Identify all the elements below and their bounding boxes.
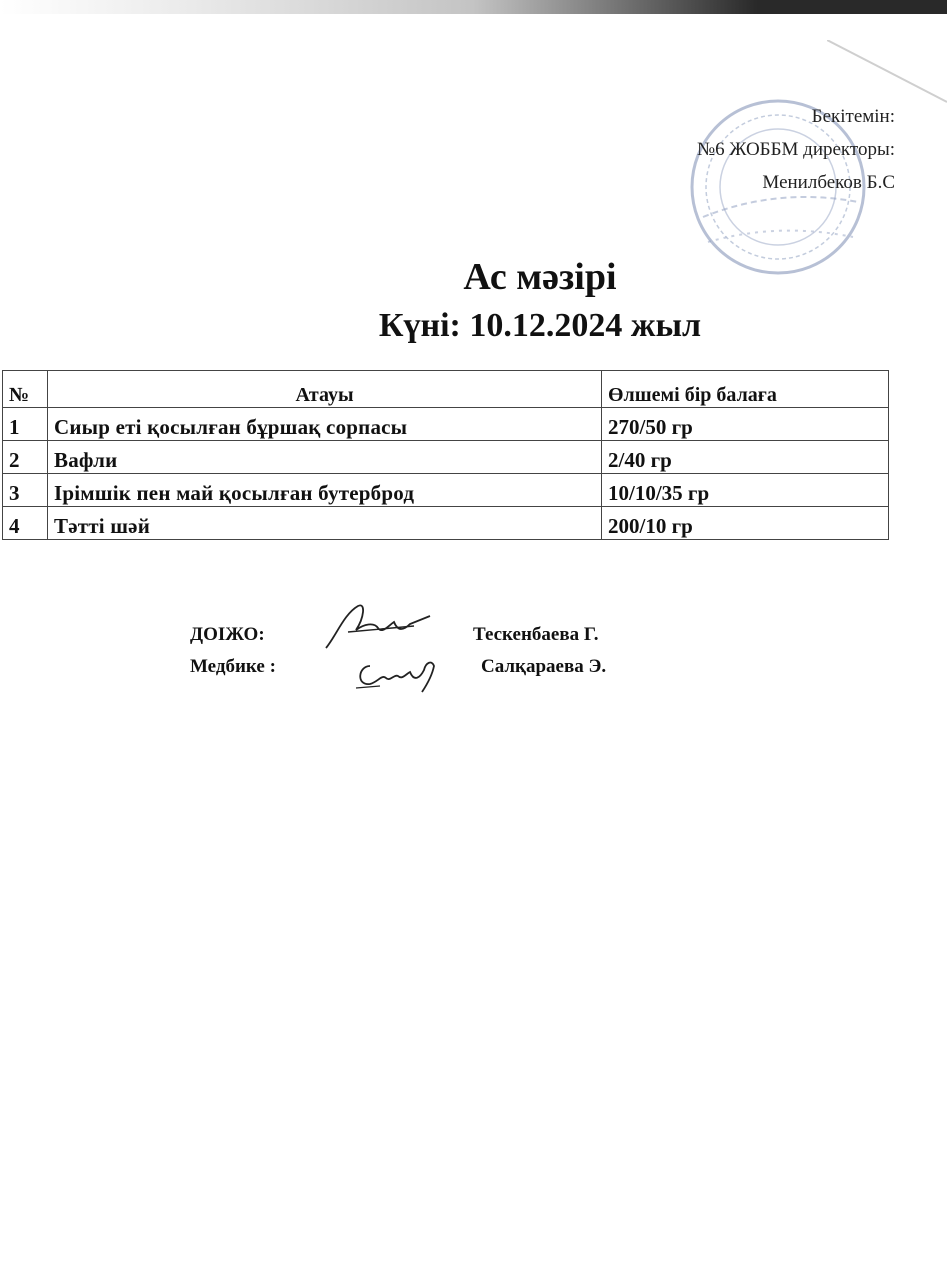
row-portion: 270/50 гр — [602, 408, 889, 441]
approval-block — [697, 100, 895, 199]
signatory-1-role: ДОІЖО: — [190, 624, 265, 645]
page-title: Ас мәзірі — [463, 256, 617, 298]
table-header-row — [3, 371, 889, 408]
header-portion: Өлшемі бір балаға — [602, 371, 889, 408]
row-number: 1 — [3, 408, 48, 441]
signatory-2-role: Медбике : — [190, 656, 276, 677]
row-dish-name: Вафли — [48, 441, 602, 474]
row-dish-name: Ірімшік пен май қосылған бутерброд — [48, 474, 602, 507]
table-row — [3, 408, 889, 441]
signatory-2-name: Салқараева Э. — [481, 656, 607, 677]
row-dish-name: Сиыр еті қосылған бұршақ сорпасы — [48, 408, 602, 441]
row-number: 3 — [3, 474, 48, 507]
approval-name: Менилбеков Б.С — [762, 172, 895, 193]
table-row — [3, 507, 889, 540]
handwritten-signature-2-icon — [350, 652, 450, 697]
handwritten-signature-1-icon — [318, 596, 438, 656]
signatory-1-name: Тескенбаева Г. — [473, 624, 599, 645]
page-date: Күні: 10.12.2024 жыл — [378, 307, 702, 344]
row-portion: 200/10 гр — [602, 507, 889, 540]
row-portion: 10/10/35 гр — [602, 474, 889, 507]
table-row — [3, 474, 889, 507]
header-number: № — [3, 371, 48, 408]
header-name: Атауы — [48, 371, 602, 408]
row-dish-name: Тәтті шәй — [48, 507, 602, 540]
menu-table — [2, 370, 889, 540]
row-number: 4 — [3, 507, 48, 540]
scan-top-shadow — [0, 0, 947, 14]
approval-position: №6 ЖОББМ директоры: — [697, 139, 895, 160]
row-portion: 2/40 гр — [602, 441, 889, 474]
approval-heading: Бекітемін: — [811, 106, 895, 127]
table-row — [3, 441, 889, 474]
row-number: 2 — [3, 441, 48, 474]
